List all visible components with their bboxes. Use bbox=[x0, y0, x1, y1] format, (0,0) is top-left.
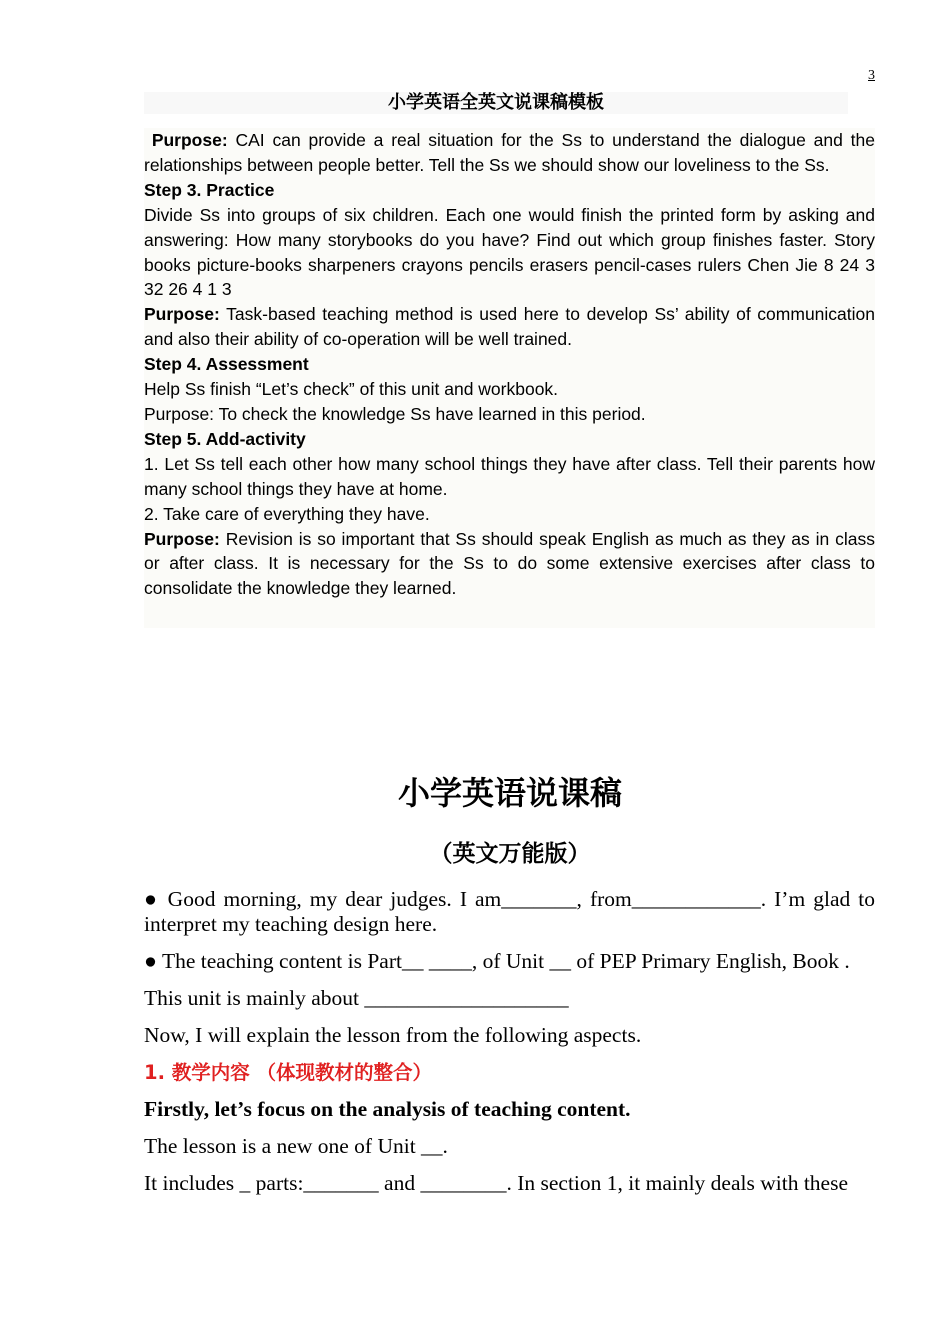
step3-heading: Step 3. Practice bbox=[144, 179, 275, 200]
purpose-text: Revision is so important that Ss should speak English as much as they as in class or after class. It is necessary for the Ss to do some extensive exercises after class to consolidate the knowledge they learned. bbox=[144, 528, 875, 599]
intro-paragraph-4: Now, I will explain the lesson from the following aspects. bbox=[144, 1023, 642, 1047]
purpose-label: Purpose: bbox=[144, 304, 220, 325]
intro-paragraph-5: Firstly, let’s focus on the analysis of teaching content. bbox=[144, 1097, 631, 1121]
purpose-label: Purpose: bbox=[144, 528, 220, 549]
purpose-label: Purpose: bbox=[151, 130, 228, 150]
intro-paragraph-3: This unit is mainly about ___________________ bbox=[144, 986, 569, 1010]
intro-paragraph-7: It includes _ parts:_______ and ________. In section 1, it mainly deals with these bbox=[144, 1171, 849, 1195]
page-number: 3 bbox=[868, 68, 875, 83]
intro-paragraph-6: The lesson is a new one of Unit __. bbox=[144, 1134, 448, 1158]
subtitle: （英文万能版） bbox=[429, 841, 591, 867]
step5-item-2: 2. Take care of everything they have. bbox=[144, 503, 430, 524]
purpose-paragraph-3 bbox=[144, 527, 875, 602]
step3-text: Divide Ss into groups of six children. Each one would finish the printed form by asking and answering: How many storybooks do you have? Find out which group finishes faster. Story books picture-books sharpeners crayons pencils erasers pencil-cases rulers Chen Jie 8 24 3 32 26 4 1 3 bbox=[144, 204, 875, 300]
step5-heading: Step 5. Add-activity bbox=[144, 428, 306, 449]
lesson-steps-block bbox=[144, 128, 875, 628]
purpose-paragraph-1 bbox=[144, 128, 875, 178]
intro-paragraph-2: ● The teaching content is Part__ ____, of Unit __ of PEP Primary English, Book . bbox=[144, 949, 850, 973]
purpose-text: CAI can provide a real situation for the Ss to understand the dialogue and the relationships between people better. Tell the Ss we should show our loveliness to the Ss. bbox=[144, 130, 875, 175]
document-header-title: 小学英语全英文说课稿模板 bbox=[388, 92, 604, 113]
step5-item-1: 1. Let Ss tell each other how many school things they have after class. Tell their parents how many school things they have at home. bbox=[144, 453, 875, 499]
step4-heading: Step 4. Assessment bbox=[144, 354, 309, 375]
main-title: 小学英语说课稿 bbox=[397, 774, 622, 812]
section-heading-teaching-content: 1. 教学内容 （体现教材的整合） bbox=[144, 1061, 433, 1084]
purpose-paragraph-2 bbox=[144, 302, 875, 352]
lesson-intro-block bbox=[144, 887, 875, 1208]
intro-paragraph-1: ● Good morning, my dear judges. I am_______, from____________. I’m glad to interpret my teaching design here. bbox=[144, 887, 875, 936]
step4-text: Help Ss finish “Let’s check” of this unit and workbook. bbox=[144, 379, 559, 400]
step4-purpose: Purpose: To check the knowledge Ss have learned in this period. bbox=[144, 403, 646, 424]
purpose-text: Task-based teaching method is used here to develop Ss’ ability of communication and also their ability of co-operation will be well trained. bbox=[144, 304, 875, 350]
